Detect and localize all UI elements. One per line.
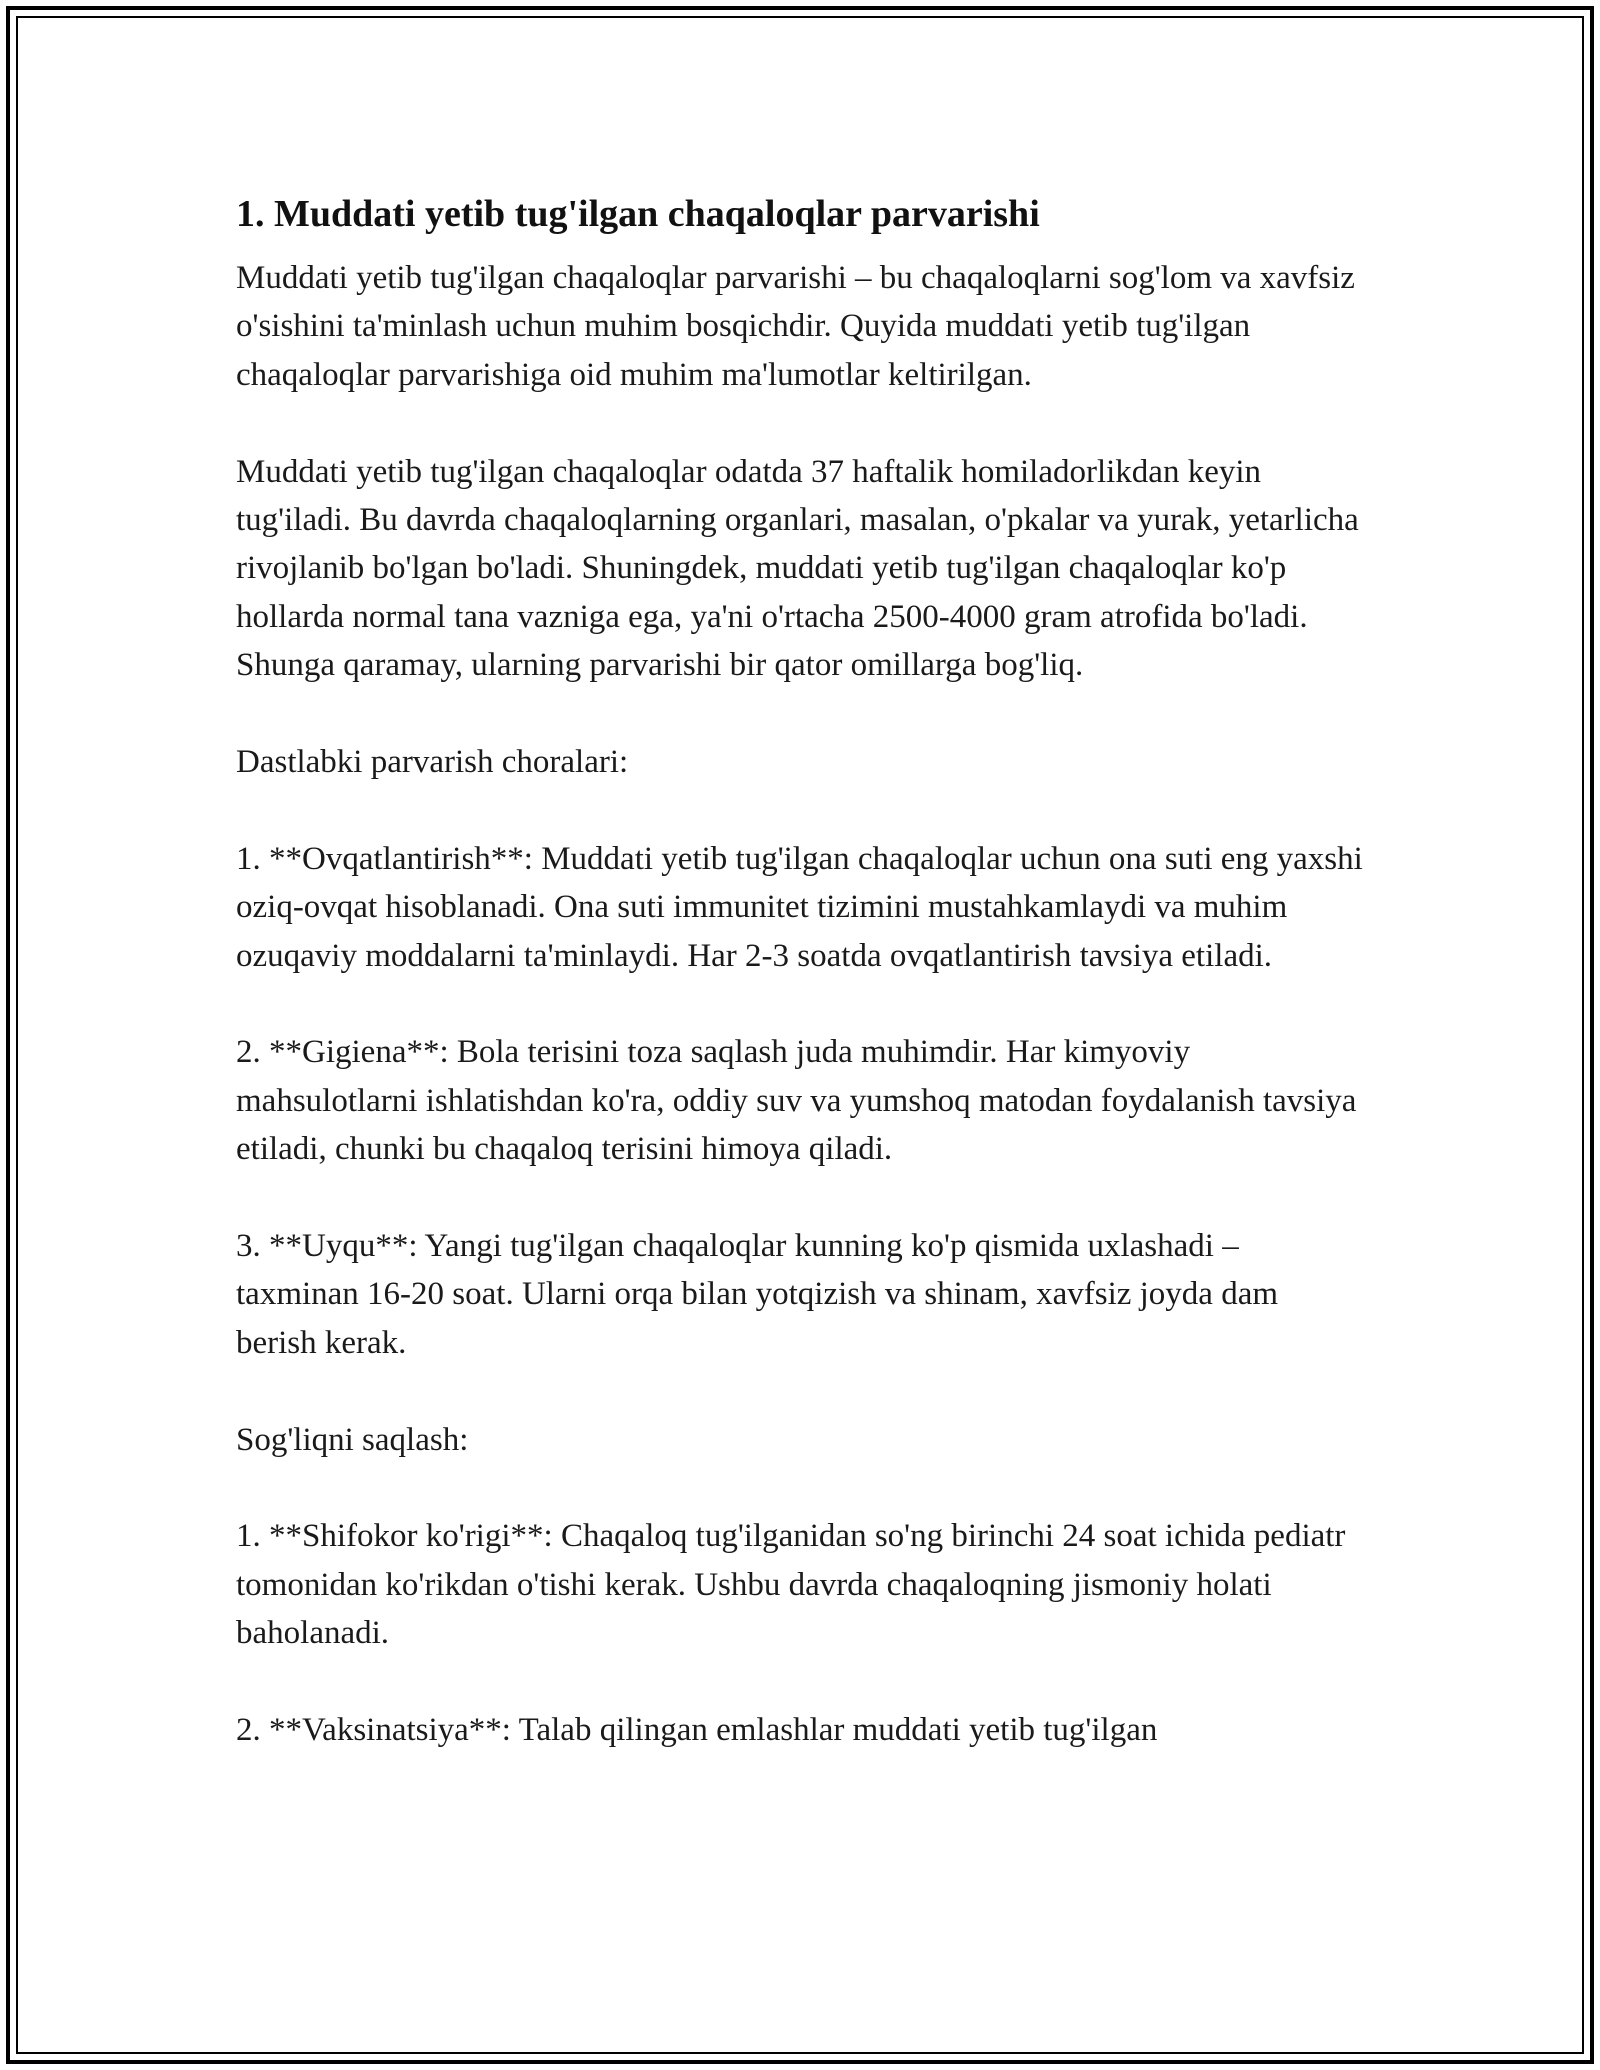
intro-paragraph: Muddati yetib tug'ilgan chaqaloqlar parvarishi – bu chaqaloqlarni sog'lom va xavfsiz o'sishini ta'minlash uchun muhim bosqichdir. Quyida muddati yetib tug'ilgan chaqaloqlar parvarishiga oid muhim ma'lumotlar keltirilgan.	[236, 260, 1355, 393]
list-item-hygiene: 2. **Gigiena**: Bola terisini toza saqlash juda muhimdir. Har kimyoviy mahsulotlarni ishlatishdan ko'ra, oddiy suv va yumshoq matodan foydalanish tavsiya etiladi, chunki bu chaqaloq terisini himoya qiladi.	[236, 1034, 1357, 1168]
list-item-doctor-check: 1. **Shifokor ko'rigi**: Chaqaloq tug'ilganidan so'ng birinchi 24 soat ichida pediatr tomonidan ko'rikdan o'tishi kerak. Ushbu davrda chaqaloqning jismoniy holati baholanadi.	[236, 1518, 1346, 1652]
list-item-feeding: 1. **Ovqatlantirish**: Muddati yetib tug'ilgan chaqaloqlar uchun ona suti eng yaxshi oziq-ovqat hisoblanadi. Ona suti immunitet tizimini mustahkamlaydi va muhim ozuqaviy moddalarni ta'minlaydi. Har 2-3 soatda ovqatlantirish tavsiya etiladi.	[236, 840, 1363, 974]
subheading-initial-care: Dastlabki parvarish choralari:	[236, 744, 629, 781]
list-item-sleep: 3. **Uyqu**: Yangi tug'ilgan chaqaloqlar kunning ko'p qismida uxlashadi – taxminan 16-20 soat. Ularni orqa bilan yotqizish va shinam, xavfsiz joyda dam berish kerak.	[236, 1228, 1279, 1361]
overview-paragraph: Muddati yetib tug'ilgan chaqaloqlar odatda 37 haftalik homiladorlikdan keyin tug'iladi. Bu davrda chaqaloqlarning organlari, masalan, o'pkalar va yurak, yetarlicha rivojlanib bo'lgan bo'ladi. Shuningdek, muddati yetib tug'ilgan chaqaloqlar ko'p hollarda normal tana vazniga ega, ya'ni o'rtacha 2500-4000 gram atrofida bo'ladi. Shunga qaramay, ularning parvarishi bir qator omillarga bog'liq.	[236, 453, 1359, 684]
list-item-vaccination: 2. **Vaksinatsiya**: Talab qilingan emlashlar muddati yetib tug'ilgan	[236, 1712, 1158, 1749]
document-body	[236, 186, 1366, 1803]
subheading-health-care: Sog'liqni saqlash:	[236, 1421, 469, 1458]
section-heading: 1. Muddati yetib tug'ilgan chaqaloqlar parvarishi	[236, 193, 1040, 235]
